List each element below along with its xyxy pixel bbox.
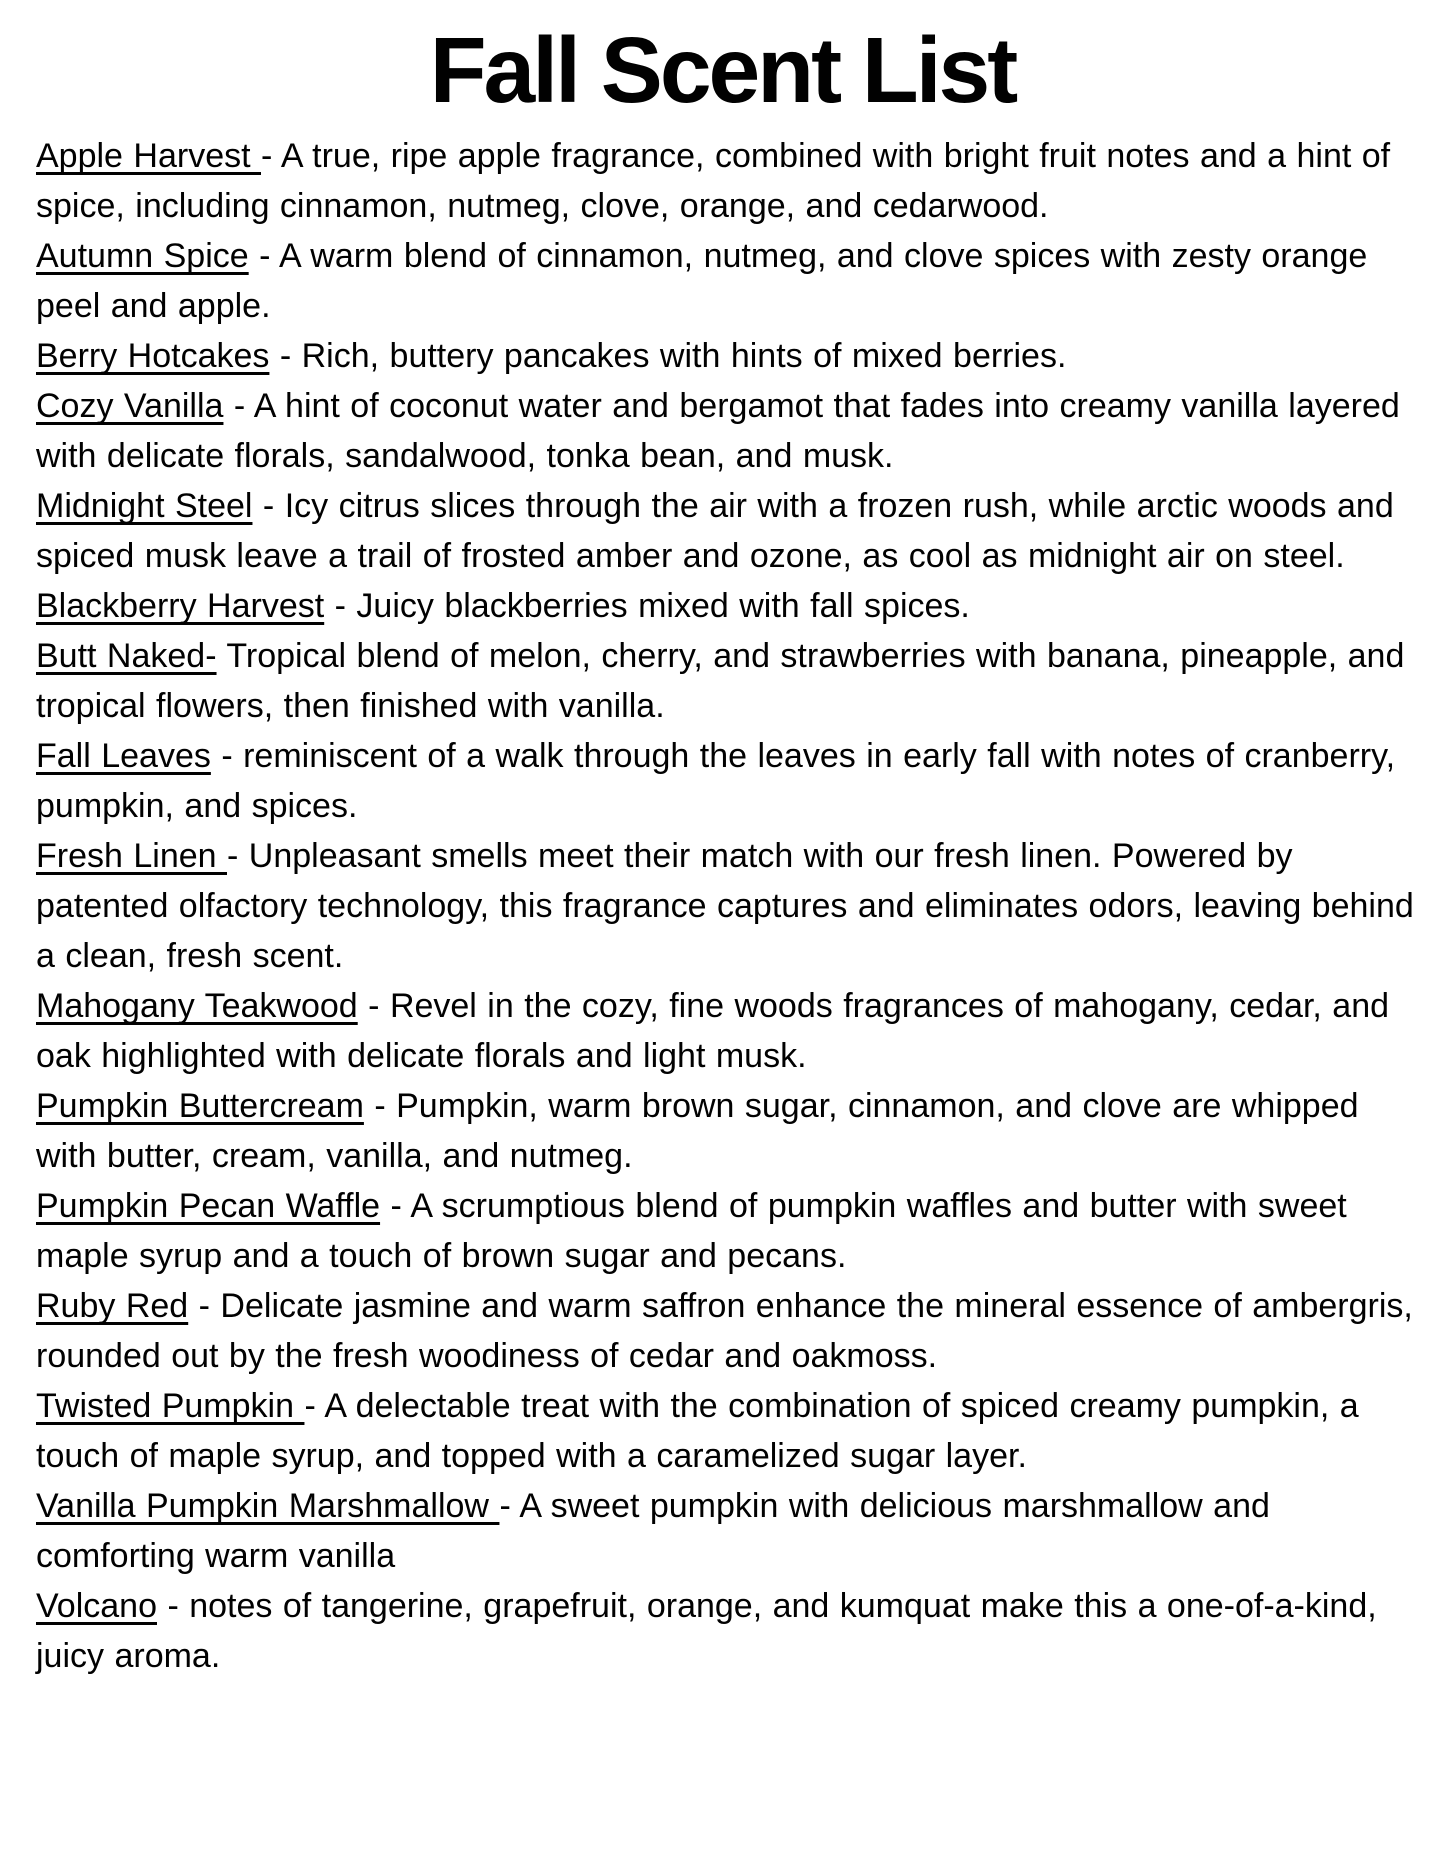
scent-description: Pumpkin, warm brown sugar, cinnamon, and clove are whipped with butter, cream, vanilla, and nutmeg. [36,1087,1369,1175]
scent-description: A delectable treat with the combination of spiced creamy pumpkin, a touch of maple syrup, and topped with a caramelized sugar layer. [36,1387,1370,1475]
scent-description: A hint of coconut water and bergamot that fades into creamy vanilla layered with delicate florals, sandalwood, tonka bean, and musk. [36,387,1411,475]
scent-separator: - [227,837,249,875]
scent-separator: - [223,387,254,425]
scent-name: Fall Leaves [36,737,211,775]
scent-name: Volcano [36,1587,157,1625]
scent-entry [36,331,1415,381]
scent-name: Pumpkin Pecan Waffle [36,1187,381,1225]
scent-name: Berry Hotcakes [36,337,270,375]
scent-description: Tropical blend of melon, cherry, and strawberries with banana, pineapple, and tropical flowers, then finished with vanilla. [36,637,1415,725]
scent-separator: - [252,487,285,525]
scent-name: Butt Naked- [36,637,217,675]
scent-entry [36,381,1415,481]
scent-entry [36,1281,1424,1381]
scent-description: A scrumptious blend of pumpkin waffles and butter with sweet maple syrup and a touch of brown sugar and pecans. [36,1187,1358,1275]
scent-description: Juicy blackberries mixed with fall spices. [356,587,970,625]
scent-entry [36,131,1415,231]
scent-name: Mahogany Teakwood [36,987,358,1025]
scent-entry [36,631,1415,731]
scent-separator: - [188,1287,221,1325]
scent-name: Apple Harvest [36,137,261,175]
scent-entry [36,731,1415,831]
scent-description: A sweet pumpkin with delicious marshmallow and comforting warm vanilla [36,1487,1281,1575]
scent-entry [36,981,1415,1081]
scent-entry [36,1581,1415,1681]
scent-separator: - [210,737,244,775]
scent-separator: - [248,237,280,275]
scent-entry [36,231,1415,331]
scent-separator: - [380,1187,411,1225]
scent-entry [36,831,1425,981]
scent-name: Ruby Red [36,1287,189,1325]
page-title: Fall Scent List [429,18,1016,122]
scent-description: Delicate jasmine and warm saffron enhance the mineral essence of ambergris, rounded out by the fresh woodiness of cedar and oakmoss. [36,1287,1424,1375]
scent-name: Vanilla Pumpkin Marshmallow [36,1487,500,1525]
scent-name: Twisted Pumpkin [36,1387,305,1425]
scent-name: Blackberry Harvest [36,587,325,625]
scent-description: Unpleasant smells meet their match with our fresh linen. Powered by patented olfactory technology, this fragrance captures and eliminates odors, leaving behind a clean, fresh scent. [36,837,1425,975]
scent-separator: - [261,137,281,175]
scent-name: Autumn Spice [36,237,249,275]
scent-entry [36,581,1415,631]
scent-description: reminiscent of a walk through the leaves in early fall with notes of cranberry, pumpkin, and spices. [36,737,1406,825]
scent-separator: - [363,1087,397,1125]
scent-entry [36,481,1415,581]
scent-separator: - [157,1587,190,1625]
scent-entry [36,1081,1415,1181]
scent-name: Fresh Linen [36,837,227,875]
scent-separator: - [269,337,302,375]
scent-entry [36,1381,1415,1481]
scent-entry [36,1181,1415,1281]
scent-name: Midnight Steel [36,487,253,525]
scent-description: Icy citrus slices through the air with a frozen rush, while arctic woods and spiced musk leave a trail of frosted amber and ozone, as cool as midnight air on steel. [36,487,1405,575]
scent-list [0,131,1445,1681]
scent-name: Pumpkin Buttercream [36,1087,364,1125]
scent-description: Rich, buttery pancakes with hints of mixed berries. [301,337,1067,375]
scent-separator: - [324,587,357,625]
scent-separator: - [499,1487,520,1525]
scent-description: A warm blend of cinnamon, nutmeg, and clove spices with zesty orange peel and apple. [36,237,1378,325]
scent-name: Cozy Vanilla [36,387,224,425]
scent-description: A true, ripe apple fragrance, combined with bright fruit notes and a hint of spice, including cinnamon, nutmeg, clove, orange, and cedarwood. [36,137,1401,225]
scent-separator: - [304,1387,325,1425]
scent-separator [217,637,227,675]
scent-separator: - [357,987,390,1025]
scent-description: notes of tangerine, grapefruit, orange, and kumquat make this a one-of-a-kind, juicy aroma. [36,1587,1388,1675]
scent-description: Revel in the cozy, fine woods fragrances of mahogany, cedar, and oak highlighted with delicate florals and light musk. [36,987,1400,1075]
scent-entry [36,1481,1415,1581]
